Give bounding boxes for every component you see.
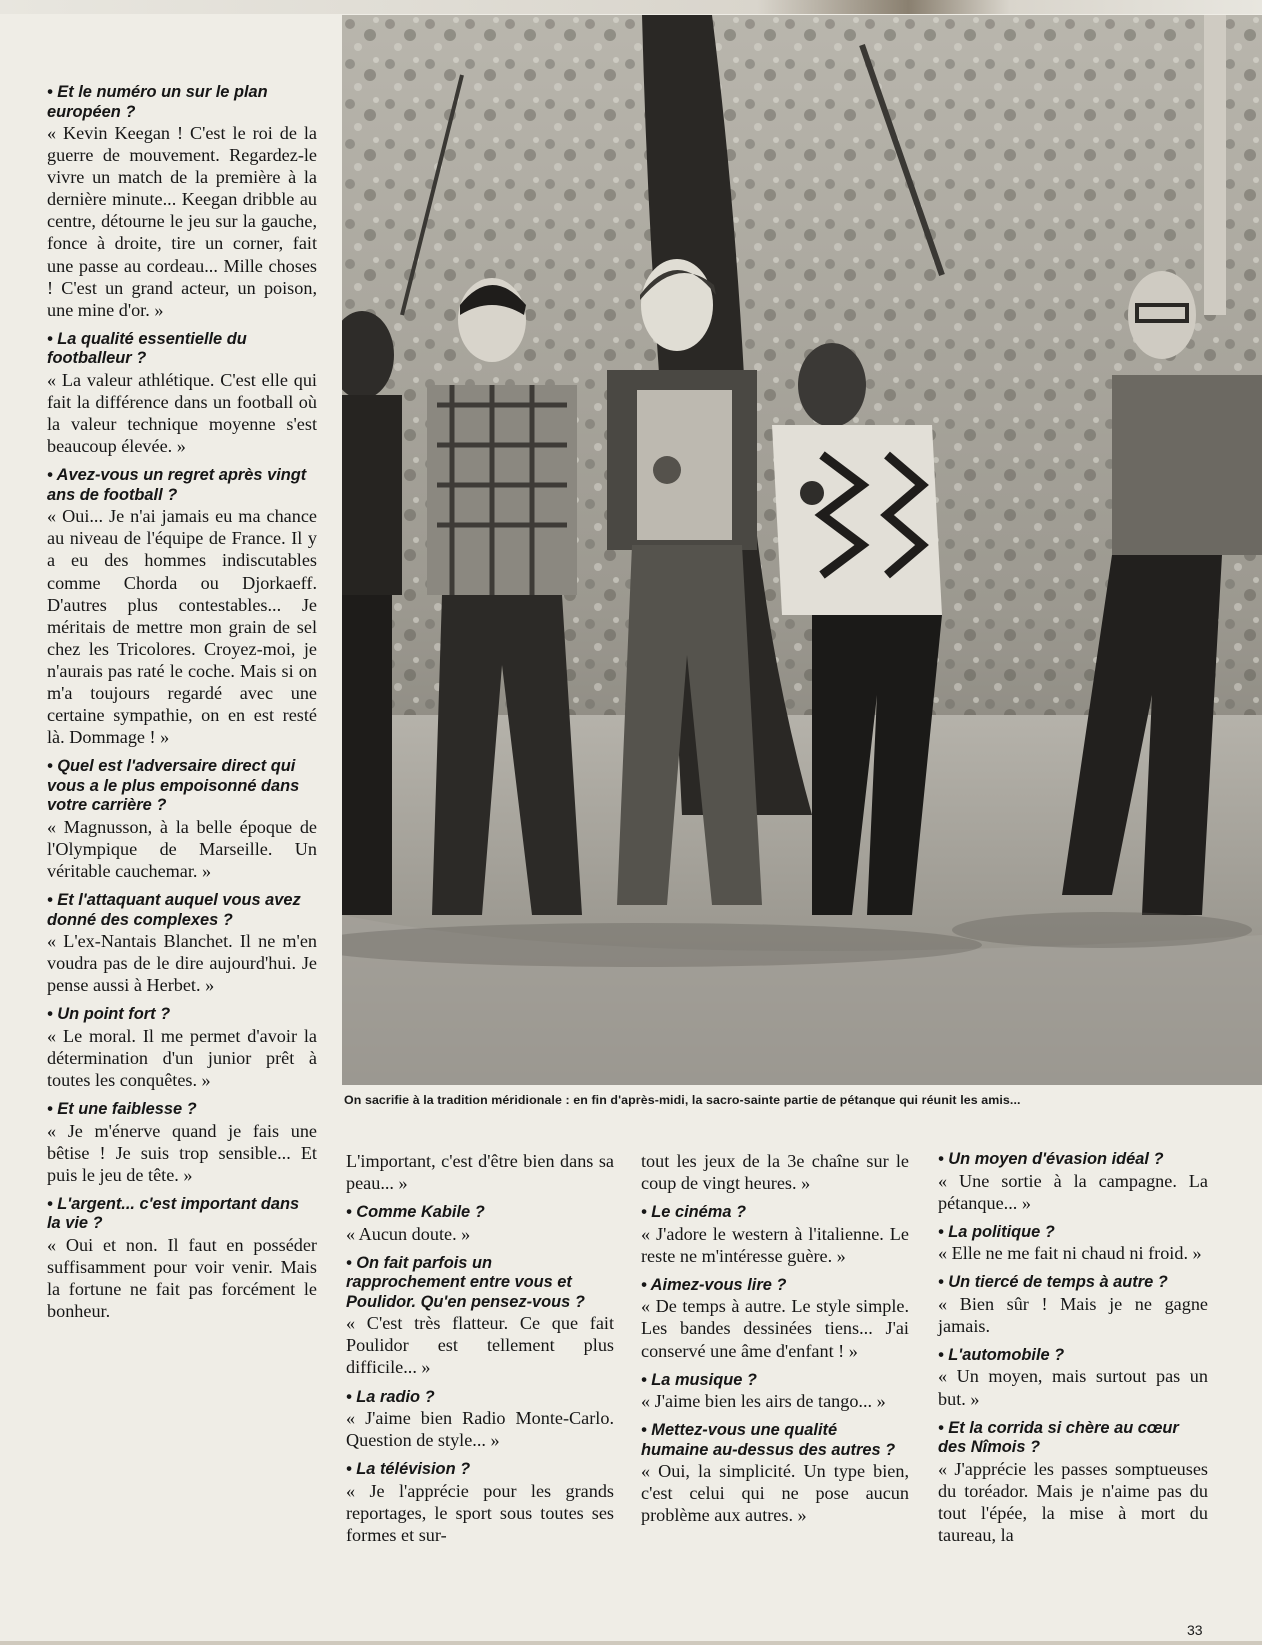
qa-item (47, 466, 317, 748)
qa-item (346, 1254, 614, 1379)
question: • Et le numéro un sur le plan européen ? (47, 83, 268, 121)
answer: « Une sortie à la campagne. La pétanque... » (938, 1170, 1208, 1213)
petanque-photo (342, 15, 1262, 1085)
answer: « Oui... Je n'ai jamais eu ma chance au niveau de l'équipe de France. Il y a eu des hommes indiscutables comme Chorda ou Djorkaeff. D'autres plus contestables... Je méritais de mettre mon grain de sel chez les Tricolores. Croyez-moi, je n'aurais pas raté le coche. Mais si on m'a toujours regardé avec une certaine sympathie, on en est resté là. Dommage ! » (47, 506, 317, 748)
question: • L'argent... c'est important dans la vie ? (47, 1194, 300, 1233)
qa-item (641, 1421, 909, 1526)
qa-item (641, 1203, 909, 1267)
answer: « Je m'énerve quand je fais une bêtise ! Je suis trop sensible... Et puis le jeu de tête. » (47, 1120, 317, 1185)
answer: « La valeur athlétique. C'est elle qui fait la différence dans un football où la valeur technique moyenne s'est beaucoup élevée. » (47, 369, 317, 457)
qa-item (47, 83, 317, 321)
qa-item (346, 1460, 614, 1546)
answer: « Oui, la simplicité. Un type bien, c'est celui qui ne pose aucun problème aux autres. » (641, 1461, 909, 1526)
qa-item (641, 1371, 909, 1413)
answer: « J'adore le western à l'italienne. Le reste ne m'intéresse guère. » (641, 1223, 909, 1266)
continued-text: tout les jeux de la 3e chaîne sur le coup de vingt heures. » (641, 1151, 909, 1194)
qa-item (47, 330, 317, 457)
qa-item (938, 1273, 1208, 1337)
question: • Mettez-vous une qualité humaine au-dessus des autres ? (641, 1421, 896, 1459)
answer: « De temps à autre. Le style simple. Les bandes dessinées tiens... J'ai conservé une âme d'enfant ! » (641, 1296, 909, 1361)
question: • La télévision ? (346, 1460, 471, 1479)
answer: « Un moyen, mais surtout pas un but. » (938, 1366, 1208, 1409)
answer: « Kevin Keegan ! C'est le roi de la guerre de mouvement. Regardez-le vivre un match de la première à la dernière minute... Keegan dribble au centre, détourne le jeu sur la gauche, fonce à droite, tire un corner, fait une passe au cordeau... Mille choses ! C'est un grand acteur, un poison, une mine d'or. » (47, 123, 317, 320)
question: • Aimez-vous lire ? (641, 1275, 787, 1294)
question: • On fait parfois un rapprochement entre vous et Poulidor. Qu'en pensez-vous ? (346, 1253, 585, 1311)
qa-item (47, 1100, 317, 1186)
page-top-edge (0, 0, 1262, 14)
photo-caption: On sacrifie à la tradition méridionale : en fin d'après-midi, la sacro-sainte partie de pétanque qui réunit les amis... (344, 1093, 1021, 1107)
answer: « J'apprécie les passes somptueuses du toréador. Mais je n'aime pas du tout l'épée, la mise à mort du taureau, la (938, 1458, 1208, 1545)
question: • Un moyen d'évasion idéal ? (938, 1150, 1164, 1168)
page-number: 33 (1187, 1622, 1203, 1638)
qa-item (938, 1150, 1208, 1214)
question: • Et l'attaquant auquel vous avez donné des complexes ? (47, 891, 301, 929)
answer: « Je l'apprécie pour les grands reportages, le sport sous toutes ses formes et sur- (346, 1480, 614, 1545)
column-4 (938, 1150, 1208, 1555)
answer: « C'est très flatteur. Ce que fait Poulidor est tellement plus difficile... » (346, 1313, 614, 1378)
question: • Avez-vous un regret après vingt ans de football ? (47, 466, 307, 504)
question: • Un tiercé de temps à autre ? (938, 1273, 1168, 1292)
page-bottom-edge (0, 1641, 1262, 1645)
answer: « Aucun doute. » (346, 1223, 471, 1244)
qa-item (47, 1005, 317, 1091)
question: • Le cinéma ? (641, 1203, 747, 1222)
question: • La politique ? (938, 1222, 1055, 1241)
qa-item (938, 1346, 1208, 1410)
question: • La qualité essentielle du footballeur ? (47, 329, 247, 368)
question: • La musique ? (641, 1370, 757, 1389)
left-column (47, 83, 317, 1331)
answer: « Magnusson, à la belle époque de l'Olympique de Marseille. Un véritable cauchemar. » (47, 816, 317, 881)
answer: « Bien sûr ! Mais je ne gagne jamais. (938, 1293, 1208, 1336)
qa-item (346, 1388, 614, 1452)
qa-item (47, 757, 317, 882)
question: • Et la corrida si chère au cœur des Nîmois ? (938, 1418, 1179, 1457)
question: • Un point fort ? (47, 1005, 171, 1024)
column-2 (346, 1150, 614, 1555)
answer: « Elle ne me fait ni chaud ni froid. » (938, 1243, 1202, 1264)
column-3 (641, 1150, 909, 1536)
question: • Comme Kabile ? (346, 1203, 485, 1222)
qa-item (47, 1195, 317, 1322)
question: • La radio ? (346, 1387, 435, 1406)
answer: « L'ex-Nantais Blanchet. Il ne m'en voudra pas de le dire aujourd'hui. Je pense aussi à Herbet. » (47, 931, 317, 996)
qa-item (938, 1419, 1208, 1546)
qa-item (346, 1203, 614, 1245)
qa-item (47, 891, 317, 996)
answer: « Le moral. Il me permet d'avoir la détermination d'un junior prêt à toutes les conquêtes. » (47, 1025, 317, 1090)
qa-item (938, 1223, 1208, 1265)
continued-text: L'important, c'est d'être bien dans sa peau... » (346, 1151, 614, 1194)
qa-item (641, 1276, 909, 1362)
question: • L'automobile ? (938, 1345, 1065, 1364)
answer: « J'aime bien les airs de tango... » (641, 1391, 886, 1412)
answer: « J'aime bien Radio Monte-Carlo. Question de style... » (346, 1408, 614, 1451)
answer: « Oui et non. Il faut en posséder suffisamment pour voir venir. Mais la fortune ne fait pas forcément le bonheur. (47, 1234, 317, 1322)
question: • Et une faiblesse ? (47, 1100, 197, 1119)
question: • Quel est l'adversaire direct qui vous a le plus empoisonné dans votre carrière ? (47, 757, 300, 815)
